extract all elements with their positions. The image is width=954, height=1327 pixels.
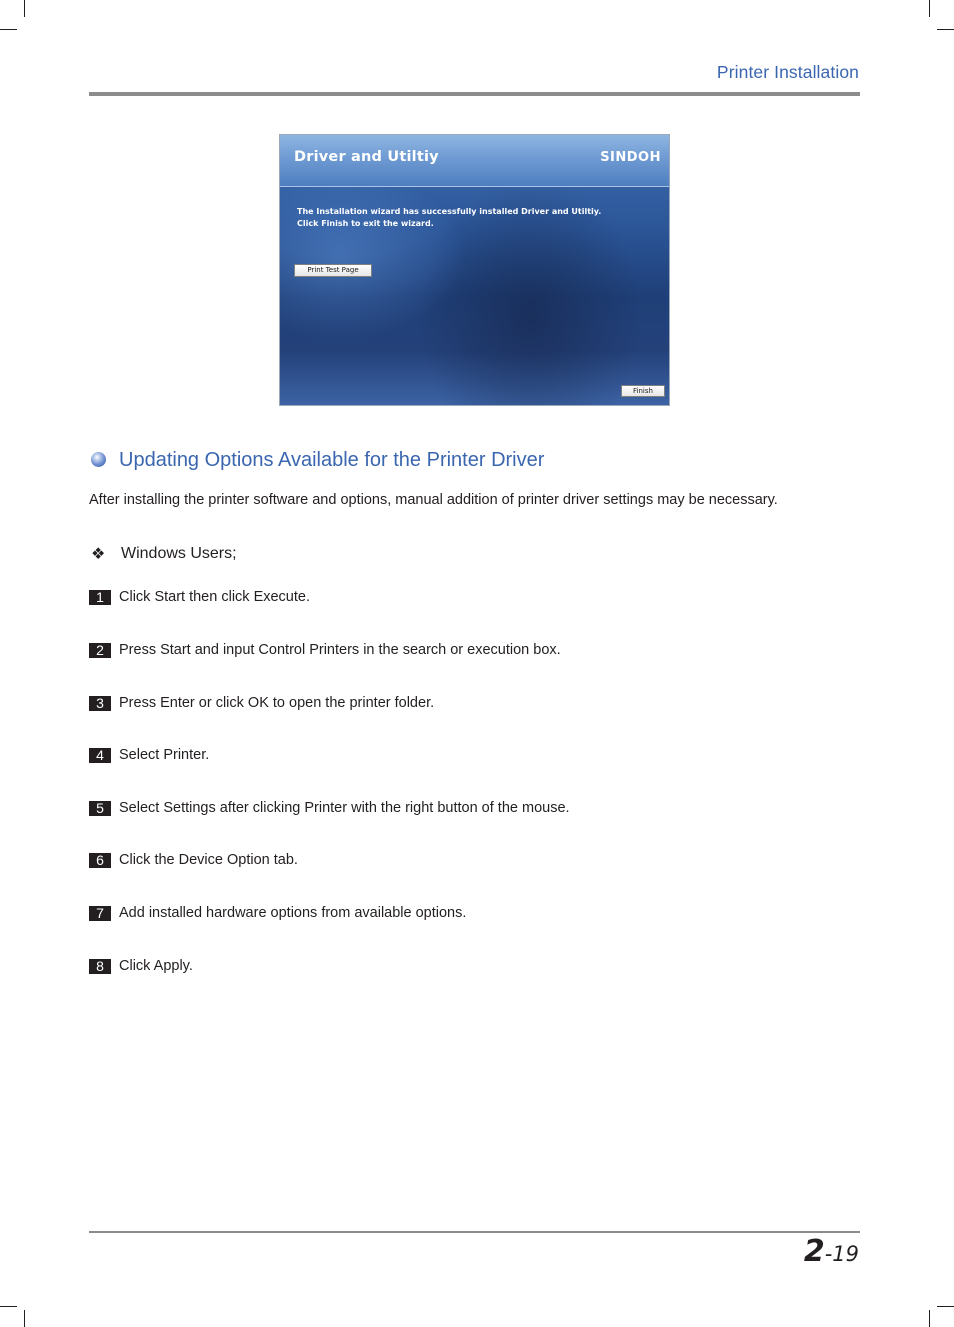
step-text: Select Printer. (119, 747, 210, 763)
crop-mark (929, 1310, 930, 1327)
step-number: 1 (89, 590, 111, 605)
step-number: 2 (89, 643, 111, 658)
installer-screenshot (279, 134, 670, 406)
page-number (804, 1234, 859, 1269)
footer-rule (89, 1231, 860, 1233)
crop-mark (24, 0, 25, 17)
header-rule (89, 92, 860, 96)
step-text: Press Enter or click OK to open the printer folder. (119, 695, 435, 711)
step-text: Press Start and input Control Printers in the search or execution box. (119, 642, 561, 658)
crop-mark (937, 29, 954, 30)
step-text: Add installed hardware options from available options. (119, 905, 467, 921)
diamond-bullet-icon: ❖ (91, 544, 106, 563)
crop-mark (24, 1310, 25, 1327)
crop-mark (0, 29, 17, 30)
section-title: Updating Options Available for the Printer Driver (119, 449, 545, 471)
installer-message (297, 206, 601, 230)
step-number: 8 (89, 959, 111, 974)
page-sub-number: -19 (824, 1242, 859, 1266)
sindoh-logo: SINDOH (600, 150, 661, 165)
installer-message-line: The Installation wizard has successfully installed Driver and Utiltiy. (297, 207, 602, 216)
page-chapter: 2 (803, 1234, 825, 1269)
section-bullet-icon (91, 452, 106, 467)
step-number: 4 (89, 748, 111, 763)
step-number: 5 (89, 801, 111, 816)
step-number: 7 (89, 906, 111, 921)
installer-header (280, 135, 669, 187)
intro-paragraph: After installing the printer software and options, manual addition of printer driver settings may be necessary. (89, 492, 778, 508)
step-text: Click the Device Option tab. (119, 852, 298, 868)
crop-mark (0, 1306, 17, 1307)
step-number: 6 (89, 853, 111, 868)
installer-title: Driver and Utiltiy (294, 149, 439, 165)
finish-button[interactable]: Finish (621, 385, 665, 397)
installer-message-line: Click Finish to exit the wizard. (297, 219, 434, 228)
crop-mark (937, 1306, 954, 1307)
step-text: Click Apply. (119, 958, 193, 974)
crop-mark (929, 0, 930, 17)
step-text: Click Start then click Execute. (119, 589, 310, 605)
header-title: Printer Installation (716, 62, 859, 82)
step-number: 3 (89, 696, 111, 711)
subsection-title: Windows Users; (121, 545, 237, 562)
print-test-page-button[interactable]: Print Test Page (294, 264, 372, 277)
step-text: Select Settings after clicking Printer with the right button of the mouse. (119, 800, 570, 816)
